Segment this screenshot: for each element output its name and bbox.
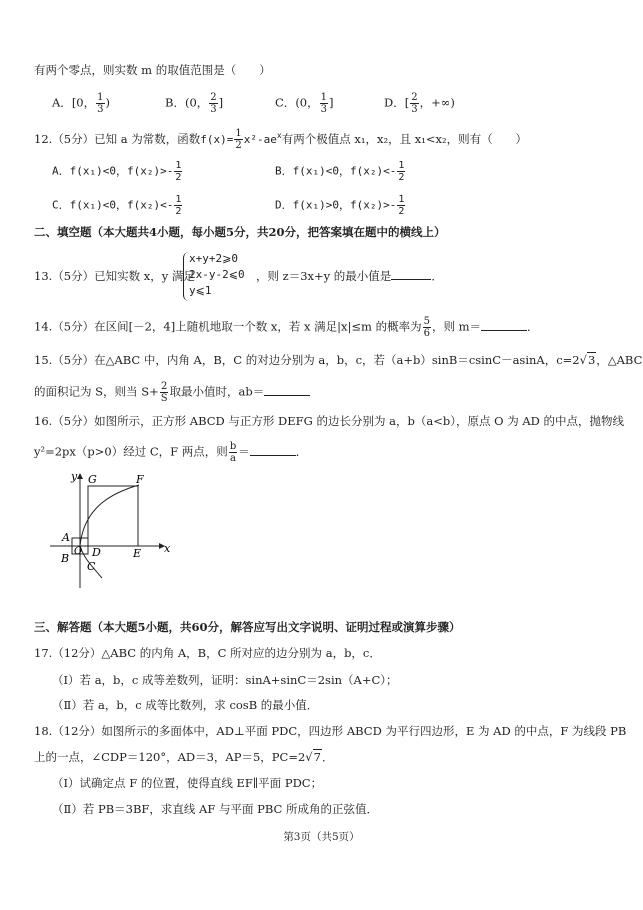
q18-line-2: 上的一点，∠CDP＝120°，AD＝3，AP＝5，PC=2√7．: [34, 750, 334, 764]
fraction: $\frac{1}{3}$: [320, 92, 327, 115]
fraction: $\frac{2}{3}$: [210, 92, 217, 115]
q15-line-1: 15.（5分）在△ABC 中，内角 A，B，C 的对边分别为 a，b，c，若（a+b）sinB＝csinC－asinA，c=2√3，△ABC: [34, 353, 643, 367]
fraction: $\frac{1}{2}$: [398, 160, 405, 183]
q11-option-c[interactable]: C．(0， $\frac{1}{3}$ ]: [275, 92, 334, 115]
q11-option-a[interactable]: A．[0， $\frac{1}{3}$ ): [52, 92, 110, 115]
q16-line-2: y²=2px（p>0）经过 C，F 两点，则 $\frac{b}{a}$ ＝ ．: [34, 441, 308, 464]
q13-stem-pre: 13.（5分）已知实数 x，y 满足: [34, 269, 195, 283]
point-d: D: [92, 546, 101, 559]
answer-blank[interactable]: [481, 319, 527, 331]
y-label: y: [71, 470, 78, 483]
q14-stem: 14.（5分）在区间[－2，4]上随机地取一个数 x，若 x 满足|x|≤m 的概率为 $\frac{5}{6}$ ，则 m＝ ．: [34, 316, 539, 339]
point-b: B: [61, 552, 70, 565]
page-footer: 第3页（共5页）: [283, 831, 360, 843]
constraint-3: y⩽1: [189, 284, 212, 297]
q16-line-1: 16.（5分）如图所示，正方形 ABCD 与正方形 DEFG 的边长分别为 a，b（a<b），原点 O 为 AD 的中点，抛物线: [34, 414, 625, 428]
constraint-1: x+y+2⩾0: [189, 252, 238, 265]
option-label: D．: [384, 95, 405, 110]
sqrt-symbol: √: [579, 353, 587, 367]
option-label: B．: [275, 164, 293, 178]
q11-option-b[interactable]: B．(0， $\frac{2}{3}$ ]: [165, 92, 224, 115]
option-label: A．: [52, 95, 72, 110]
fraction: $\frac{1}{2}$: [398, 194, 405, 217]
fraction: $\frac{1}{2}$: [175, 194, 182, 217]
section-2-heading: 二、填空题（本大题共4小题，每小题5分，共20分，把答案填在题中的横线上）: [34, 225, 446, 239]
section-3-heading: 三、解答题（本大题5小题，共60分，解答应写出文字说明、证明过程或演算步骤）: [34, 620, 461, 634]
option-label: A．: [52, 164, 70, 178]
q12-option-b[interactable]: B．f(x₁)<0，f(x₂)<- $\frac{1}{2}$: [275, 160, 405, 183]
q13-stem-post: ，则 z＝3x+y 的最小值是 ．: [256, 269, 443, 283]
q11-tail: 有两个零点，则实数 m 的取值范围是（ ）: [34, 63, 271, 77]
q18-part-1: （Ⅰ）试确定点 F 的位置，使得直线 EF∥平面 PDC；: [52, 776, 323, 790]
y-axis-arrow: [77, 473, 83, 479]
q13-constraints: [189, 251, 245, 299]
fraction: $\frac{1}{2}$: [235, 128, 242, 152]
q17-part-1: （Ⅰ）若 a，b，c 成等差数列，证明：sinA+sinC＝2sin（A+C）；: [52, 673, 398, 687]
fraction: $\frac{b}{a}$: [229, 441, 237, 464]
sqrt-symbol: √: [305, 750, 313, 764]
point-c: C: [87, 560, 96, 573]
option-label: C．: [52, 198, 70, 212]
q12-option-c[interactable]: C．f(x₁)<0，f(x₂)<- $\frac{1}{2}$: [52, 194, 182, 217]
option-label: D．: [275, 198, 293, 212]
x-label: x: [164, 542, 171, 555]
point-e: E: [133, 547, 142, 560]
fraction: $\frac{2}{S}$: [160, 381, 168, 404]
fraction: $\frac{1}{3}$: [97, 92, 104, 115]
q17-part-2: （Ⅱ）若 a，b，c 成等比数列，求 cosB 的最小值．: [52, 698, 319, 712]
q12-stem: 12.（5分）已知 a 为常数，函数f(x)= $\frac{1}{2}$ $x^2-ae^x$有两个极值点 x₁，x₂，且 x₁<x₂，则有（ ）: [34, 128, 528, 152]
q11-option-d[interactable]: D．[ $\frac{2}{3}$ ，+∞): [384, 92, 455, 115]
point-o: O: [74, 546, 83, 557]
q17-stem: 17.（12分）△ABC 的内角 A，B，C 所对应的边分别为 a，b，c．: [34, 646, 381, 660]
q18-line-1: 18.（12分）如图所示的多面体中，AD⊥平面 PDC，四边形 ABCD 为平行四边形，E 为 AD 的中点，F 为线段 PB: [34, 724, 627, 738]
q12-option-d[interactable]: D．f(x₁)>0，f(x₂)>- $\frac{1}{2}$: [275, 194, 405, 217]
answer-blank[interactable]: [391, 268, 431, 280]
q18-part-2: （Ⅱ）若 PB＝3BF，求直线 AF 与平面 PBC 所成角的正弦值．: [52, 802, 379, 816]
answer-blank[interactable]: [264, 384, 310, 396]
q15-line-2: 的面积记为 S，则当 S+ $\frac{2}{S}$ 取最小值时，ab＝: [34, 381, 310, 404]
option-label: C．: [275, 95, 296, 110]
point-g: G: [88, 473, 97, 486]
point-f: F: [136, 473, 144, 486]
answer-blank[interactable]: [250, 444, 296, 456]
option-label: B．: [165, 95, 185, 110]
point-a: A: [62, 531, 70, 544]
fraction: $\frac{2}{3}$: [411, 92, 418, 115]
q16-figure: [44, 470, 184, 590]
fraction: $\frac{5}{6}$: [423, 316, 430, 339]
fraction: $\frac{1}{2}$: [175, 160, 182, 183]
q12-option-a[interactable]: A．f(x₁)<0，f(x₂)>- $\frac{1}{2}$: [52, 160, 182, 183]
constraint-2: 2x-y-2⩽0: [189, 268, 245, 281]
